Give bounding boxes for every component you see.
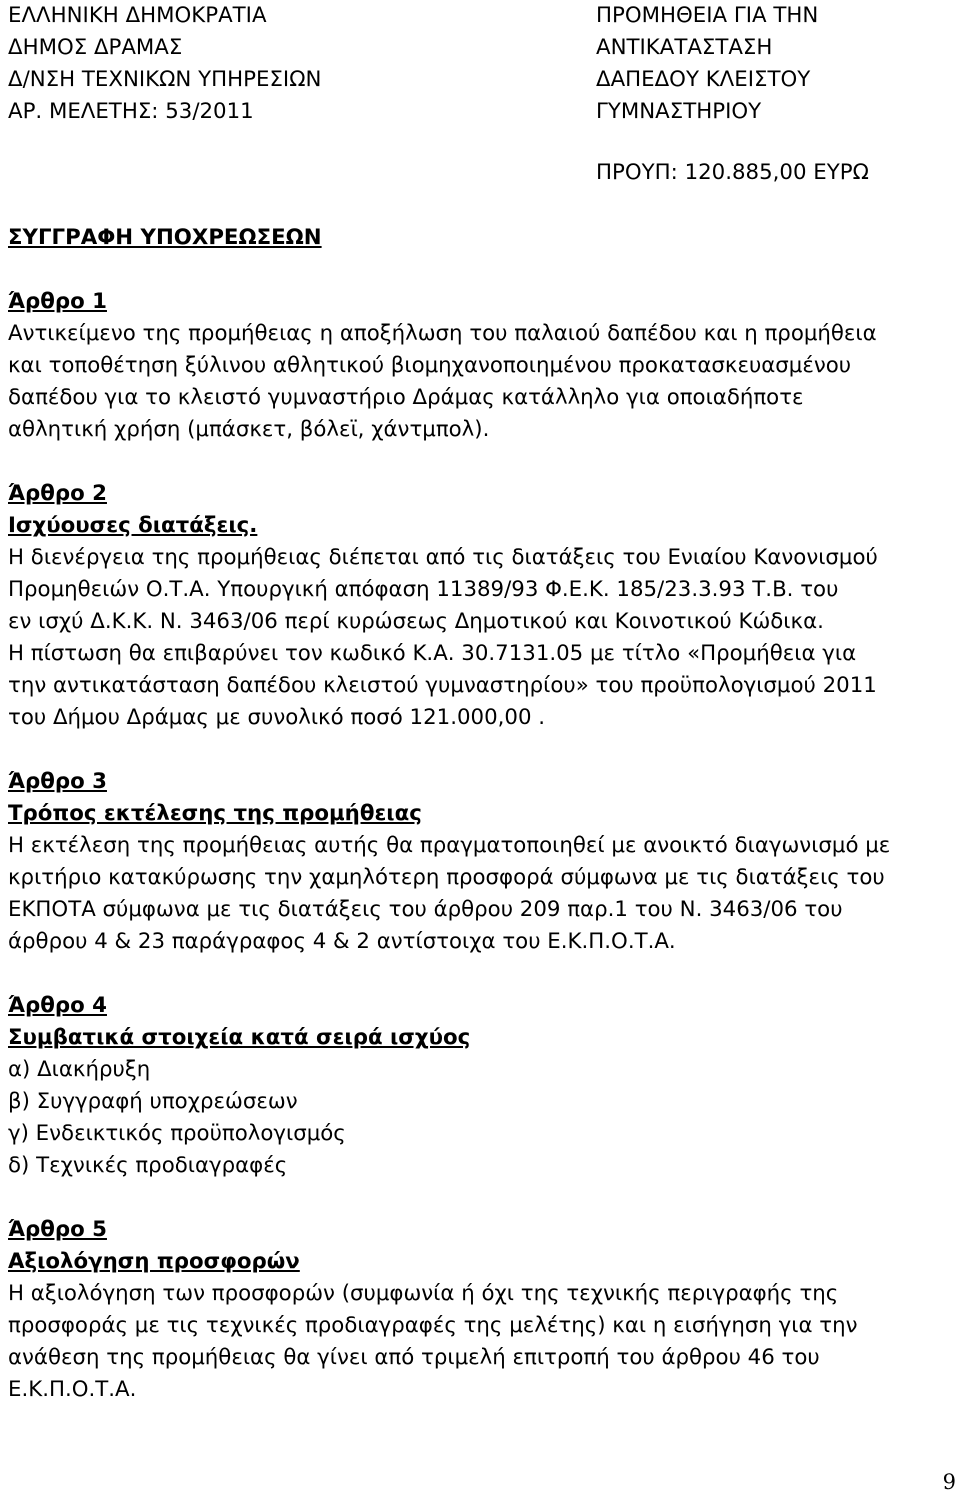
directorate-line: Δ/ΝΣΗ ΤΕΧΝΙΚΩΝ ΥΠΗΡΕΣΙΩΝ — [8, 67, 322, 92]
article-subtitle: Τρόπος εκτέλεσης της προμήθειας — [8, 801, 422, 826]
article-2 — [8, 478, 953, 734]
paragraph-line: προσφοράς με τις τεχνικές προδιαγραφές της μελέτης) και η εισήγηση για την — [8, 1313, 858, 1338]
paragraph-line: κριτήριο κατακύρωσης την χαμηλότερη προσφορά σύμφωνα με τις διατάξεις του — [8, 865, 885, 890]
article-subtitle: Ισχύουσες διατάξεις. — [8, 513, 258, 538]
article-subtitle: Αξιολόγηση προσφορών — [8, 1249, 300, 1274]
project-title-line: ΓΥΜΝΑΣΤΗΡΙΟΥ — [596, 99, 762, 124]
project-title-line: ΔΑΠΕΔΟΥ ΚΛΕΙΣΤΟΥ — [596, 67, 811, 92]
paragraph-line: ανάθεση της προμήθειας θα γίνει από τριμελή επιτροπή του άρθρου 46 του — [8, 1345, 820, 1370]
paragraph-line: του Δήμου Δράμας με συνολικό ποσό 121.000,00 . — [8, 705, 546, 730]
paragraph-line: Η αξιολόγηση των προσφορών (συμφωνία ή όχι της τεχνικής περιγραφής της — [8, 1281, 839, 1306]
project-title-line: ΠΡΟΜΗΘΕΙΑ ΓΙΑ ΤΗΝ — [596, 3, 819, 28]
paragraph-line: εν ισχύ Δ.Κ.Κ. Ν. 3463/06 περί κυρώσεως Δημοτικού και Κοινοτικού Κώδικα. — [8, 609, 824, 634]
list-item: α) Διακήρυξη — [8, 1057, 151, 1082]
municipality-line: ΔΗΜΟΣ ΔΡΑΜΑΣ — [8, 35, 183, 60]
article-1 — [8, 286, 953, 446]
paragraph-line: και τοποθέτηση ξύλινου αθλητικού βιομηχανοποιημένου προκατασκευασμένου — [8, 353, 852, 378]
article-heading: Άρθρο 2 — [8, 481, 107, 506]
page-number: 9 — [942, 1470, 956, 1494]
articles-section — [8, 286, 953, 1438]
budget-line: ΠΡΟΥΠ: 120.885,00 ΕΥΡΩ — [596, 160, 869, 185]
list-item: δ) Τεχνικές προδιαγραφές — [8, 1153, 288, 1178]
article-3 — [8, 766, 953, 958]
project-title-block — [596, 0, 956, 128]
list-item: γ) Ενδεικτικός προϋπολογισμός — [8, 1121, 346, 1146]
article-heading: Άρθρο 4 — [8, 993, 107, 1018]
issuing-authority-block — [8, 0, 488, 128]
paragraph-line: Ε.Κ.Π.Ο.Τ.Α. — [8, 1377, 137, 1402]
study-number-line: ΑΡ. ΜΕΛΕΤΗΣ: 53/2011 — [8, 99, 254, 124]
country-line: ΕΛΛΗΝΙΚΗ ΔΗΜΟΚΡΑΤΙΑ — [8, 3, 267, 28]
paragraph-line: δαπέδου για το κλειστό γυμναστήριο Δράμας κατάλληλο για οποιαδήποτε — [8, 385, 804, 410]
article-subtitle: Συμβατικά στοιχεία κατά σειρά ισχύος — [8, 1025, 471, 1050]
article-heading: Άρθρο 3 — [8, 769, 107, 794]
article-heading: Άρθρο 1 — [8, 289, 107, 314]
paragraph-line: Η εκτέλεση της προμήθειας αυτής θα πραγματοποιηθεί με ανοικτό διαγωνισμό με — [8, 833, 891, 858]
paragraph-line: άρθρου 4 & 23 παράγραφος 4 & 2 αντίστοιχα του Ε.Κ.Π.Ο.Τ.Α. — [8, 929, 676, 954]
document-title: ΣΥΓΓΡΑΦΗ ΥΠΟΧΡΕΩΣΕΩΝ — [8, 225, 322, 250]
project-title-line: ΑΝΤΙΚΑΤΑΣΤΑΣΗ — [596, 35, 773, 60]
article-4 — [8, 990, 953, 1182]
paragraph-line: Προμηθειών Ο.Τ.Α. Υπουργική απόφαση 11389/93 Φ.Ε.Κ. 185/23.3.93 Τ.Β. του — [8, 577, 839, 602]
list-item: β) Συγγραφή υποχρεώσεων — [8, 1089, 298, 1114]
paragraph-line: την αντικατάσταση δαπέδου κλειστού γυμναστηρίου» του προϋπολογισμού 2011 — [8, 673, 877, 698]
paragraph-line: ΕΚΠΟΤΑ σύμφωνα με τις διατάξεις του άρθρου 209 παρ.1 του Ν. 3463/06 του — [8, 897, 843, 922]
article-5 — [8, 1214, 953, 1406]
paragraph-line: αθλητική χρήση (μπάσκετ, βόλεϊ, χάντμπολ). — [8, 417, 490, 442]
paragraph-line: Η διενέργεια της προμήθειας διέπεται από τις διατάξεις του Ενιαίου Κανονισμού — [8, 545, 878, 570]
article-heading: Άρθρο 5 — [8, 1217, 107, 1242]
paragraph-line: Η πίστωση θα επιβαρύνει τον κωδικό Κ.Α. 30.7131.05 με τίτλο «Προμήθεια για — [8, 641, 857, 666]
paragraph-line: Αντικείμενο της προμήθειας η αποξήλωση του παλαιού δαπέδου και η προμήθεια — [8, 321, 877, 346]
